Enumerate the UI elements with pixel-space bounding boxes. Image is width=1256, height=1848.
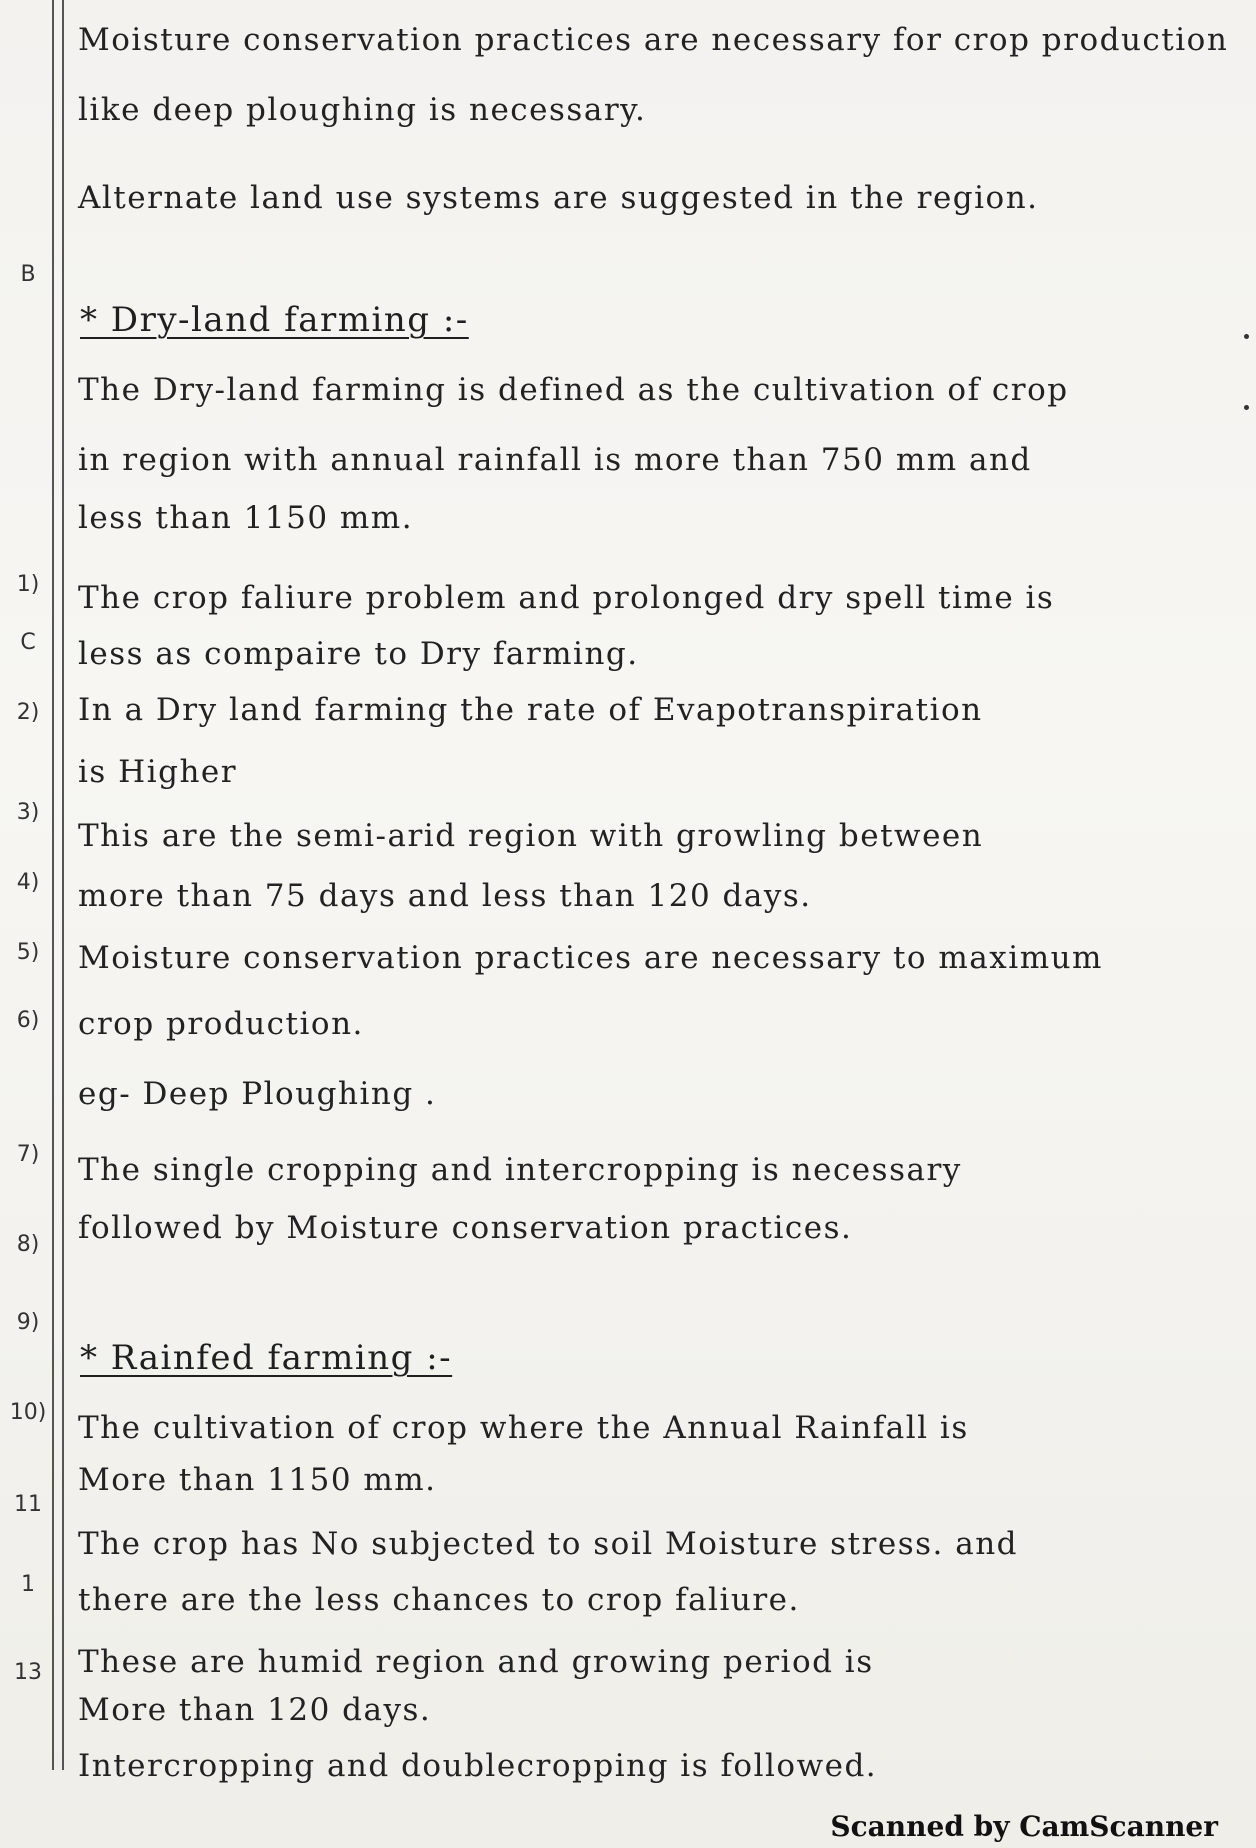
text-line: is Higher: [78, 754, 238, 790]
text-line: eg- Deep Ploughing .: [78, 1076, 437, 1112]
margin-mark: 10): [9, 1400, 47, 1425]
text-line: followed by Moisture conservation practices.: [78, 1210, 853, 1246]
speck: [1244, 334, 1249, 339]
section-heading-dry-land: * Dry-land farming :-: [80, 300, 469, 340]
margin-mark: 1: [21, 1572, 35, 1597]
margin-mark: 7): [16, 1142, 40, 1167]
text-line: This are the semi-arid region with growling between: [78, 818, 984, 854]
text-line: crop production.: [78, 1006, 364, 1042]
margin-line-inner: [62, 0, 64, 1770]
text-line: less as compaire to Dry farming.: [78, 636, 639, 672]
text-line: The Dry-land farming is defined as the cultivation of crop: [78, 372, 1069, 408]
margin-mark: 5): [16, 940, 40, 965]
margin-mark: B: [20, 262, 36, 287]
margin-mark: 11: [14, 1492, 42, 1517]
margin-mark: 3): [16, 800, 40, 825]
text-line: in region with annual rainfall is more than 750 mm and: [78, 442, 1032, 478]
margin-mark: 1): [16, 572, 40, 597]
text-line: These are humid region and growing period is: [78, 1644, 874, 1680]
text-line: like deep ploughing is necessary.: [78, 92, 647, 128]
margin-marks: [6, 0, 50, 1780]
text-line: there are the less chances to crop faliure.: [78, 1582, 800, 1618]
margin-mark: 6): [16, 1008, 40, 1033]
speck: [1244, 405, 1249, 410]
text-line: The cultivation of crop where the Annual Rainfall is: [78, 1410, 969, 1446]
text-line: In a Dry land farming the rate of Evapotranspiration: [78, 692, 983, 728]
text-line: The single cropping and intercropping is necessary: [78, 1152, 962, 1188]
text-line: Moisture conservation practices are necessary to maximum: [78, 940, 1103, 976]
text-line: Moisture conservation practices are necessary for crop production: [78, 22, 1229, 58]
margin-line-outer: [52, 0, 54, 1770]
text-line: The crop faliure problem and prolonged dry spell time is: [78, 580, 1055, 616]
scanner-watermark: Scanned by CamScanner: [830, 1810, 1218, 1843]
text-line: Alternate land use systems are suggested in the region.: [78, 180, 1039, 216]
text-line: less than 1150 mm.: [78, 500, 414, 536]
margin-mark: 9): [16, 1310, 40, 1335]
text-line: Intercropping and doublecropping is followed.: [78, 1748, 878, 1784]
text-line: The crop has No subjected to soil Moisture stress. and: [78, 1526, 1019, 1562]
text-line: More than 120 days.: [78, 1692, 432, 1728]
margin-mark: 2): [16, 700, 40, 725]
section-heading-rainfed: * Rainfed farming :-: [80, 1338, 453, 1378]
margin-mark: 13: [14, 1660, 42, 1685]
text-line: more than 75 days and less than 120 days.: [78, 878, 812, 914]
margin-mark: C: [20, 630, 36, 655]
margin-mark: 4): [16, 870, 40, 895]
margin-mark: 8): [16, 1232, 40, 1257]
text-line: More than 1150 mm.: [78, 1462, 437, 1498]
